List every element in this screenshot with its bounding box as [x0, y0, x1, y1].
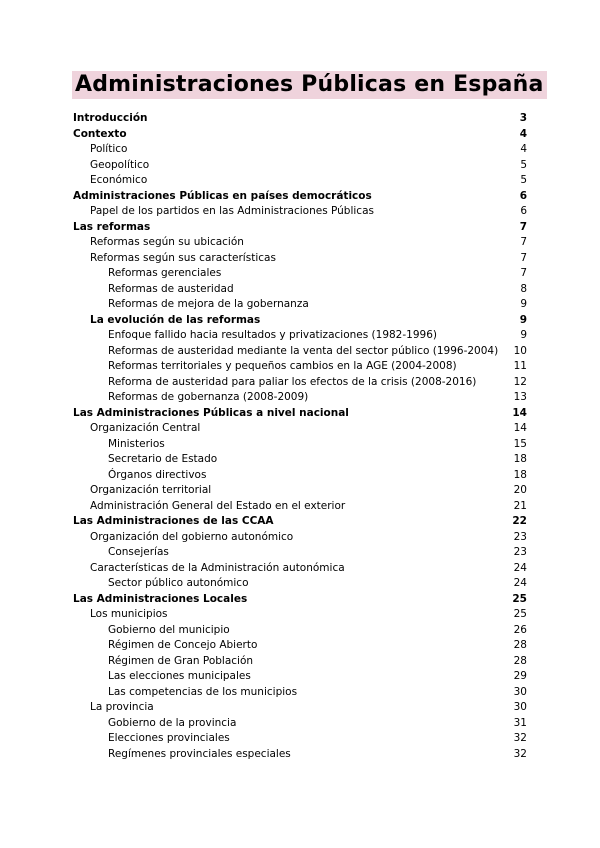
toc-entry[interactable]	[0, 622, 600, 638]
toc-entry-page: 10	[513, 344, 527, 357]
toc-entry-label: Órganos directivos	[108, 468, 207, 481]
toc-entry[interactable]	[0, 544, 600, 560]
toc-entry-page: 22	[512, 515, 527, 527]
toc-entry[interactable]	[0, 575, 600, 591]
toc-entry[interactable]	[0, 451, 600, 467]
toc-entry-page: 7	[520, 267, 527, 279]
toc-entry-page: 4	[520, 143, 527, 155]
toc-entry[interactable]	[0, 126, 600, 142]
toc-entry-label: Administración General del Estado en el exterior	[90, 499, 346, 512]
toc-entry-label: Gobierno del municipio	[108, 623, 230, 636]
toc-entry[interactable]	[0, 513, 600, 529]
toc-entry-page: 14	[513, 422, 527, 434]
toc-entry-label: Organización territorial	[90, 484, 212, 496]
toc-entry-page: 32	[513, 747, 527, 760]
toc-entry[interactable]	[0, 358, 600, 374]
toc-entry[interactable]	[0, 436, 600, 452]
toc-entry-page: 12	[513, 375, 527, 388]
toc-entry-label: Reformas de austeridad	[108, 282, 234, 295]
toc-entry[interactable]	[0, 529, 600, 545]
toc-entry-page: 21	[513, 499, 527, 512]
toc-entry-page: 28	[513, 654, 527, 667]
toc-entry[interactable]	[0, 498, 600, 514]
toc-entry-label: La provincia	[90, 701, 154, 713]
toc-entry-page: 28	[513, 639, 527, 651]
toc-entry-label: Regímenes provinciales especiales	[108, 747, 291, 760]
toc-entry-page: 18	[513, 468, 527, 481]
toc-entry-label: Ministerios	[108, 437, 165, 450]
toc-entry-label: Papel de los partidos en las Administraciones Públicas	[90, 205, 374, 217]
toc-entry-label: Administraciones Públicas en países democráticos	[73, 189, 372, 202]
toc-entry-label: Las Administraciones Locales	[73, 592, 248, 605]
toc-entry-page: 23	[513, 530, 527, 543]
toc-entry-label: Las competencias de los municipios	[108, 685, 298, 698]
toc-entry-page: 6	[520, 205, 527, 217]
toc-entry-label: Geopolítico	[90, 158, 150, 171]
toc-entry-page: 5	[520, 174, 527, 186]
toc-entry-label: Reformas de gobernanza (2008-2009)	[108, 391, 309, 403]
toc-entry[interactable]	[0, 188, 600, 204]
toc-entry-page: 20	[513, 484, 527, 496]
toc-entry-label: Reformas territoriales y pequeños cambios en la AGE (2004-2008)	[108, 360, 457, 372]
toc-entry[interactable]	[0, 343, 600, 359]
toc-entry-page: 32	[513, 732, 527, 744]
toc-entry[interactable]	[0, 219, 600, 235]
toc-entry[interactable]	[0, 715, 600, 731]
toc-entry-page: 29	[513, 670, 527, 682]
toc-entry[interactable]	[0, 746, 600, 762]
toc-entry[interactable]	[0, 296, 600, 312]
toc-entry-label: Régimen de Concejo Abierto	[108, 639, 258, 651]
toc-entry-label: Elecciones provinciales	[108, 732, 230, 744]
toc-entry-label: Régimen de Gran Población	[108, 654, 254, 667]
document-title: Administraciones Públicas en España	[72, 71, 547, 99]
toc-entry[interactable]	[0, 203, 600, 219]
toc-entry[interactable]	[0, 234, 600, 250]
toc-entry-page: 13	[513, 391, 527, 403]
toc-entry-page: 18	[513, 453, 527, 465]
toc-entry-label: Reforma de austeridad para paliar los efectos de la crisis (2008-2016)	[108, 375, 477, 388]
toc-entry[interactable]	[0, 606, 600, 622]
toc-entry[interactable]	[0, 250, 600, 266]
toc-entry[interactable]	[0, 467, 600, 483]
toc-entry-label: Organización del gobierno autonómico	[90, 530, 294, 543]
toc-entry[interactable]	[0, 482, 600, 498]
toc-entry-label: Reformas de mejora de la gobernanza	[108, 298, 309, 310]
toc-entry-page: 14	[512, 406, 527, 419]
toc-entry-page: 6	[519, 189, 527, 202]
toc-entry-label: Enfoque fallido hacia resultados y privatizaciones (1982-1996)	[108, 329, 437, 341]
toc-entry-label: Organización Central	[90, 422, 201, 434]
toc-entry[interactable]	[0, 653, 600, 669]
toc-entry-page: 15	[513, 437, 527, 450]
toc-entry[interactable]	[0, 637, 600, 653]
toc-entry-page: 9	[520, 298, 527, 310]
toc-entry-label: Introducción	[73, 112, 148, 124]
toc-entry-page: 26	[513, 623, 527, 636]
toc-entry-page: 30	[513, 701, 527, 713]
toc-entry-page: 7	[519, 220, 527, 233]
toc-entry-page: 30	[513, 685, 527, 698]
toc-entry-label: Político	[90, 143, 128, 155]
toc-entry[interactable]	[0, 172, 600, 188]
toc-entry-label: Las reformas	[73, 220, 151, 233]
toc-entry-page: 23	[513, 546, 527, 558]
toc-entry-label: Gobierno de la provincia	[108, 716, 237, 729]
toc-entry-page: 24	[513, 577, 527, 589]
toc-entry-label: Reformas de austeridad mediante la venta del sector público (1996-2004)	[108, 344, 499, 357]
toc-entry-page: 9	[519, 313, 527, 326]
toc-entry[interactable]	[0, 281, 600, 297]
toc-entry-page: 24	[513, 561, 527, 574]
toc-entry[interactable]	[0, 699, 600, 715]
toc-entry[interactable]	[0, 312, 600, 328]
toc-entry-page: 4	[519, 127, 527, 140]
toc-entry-page: 3	[519, 112, 527, 124]
toc-entry[interactable]	[0, 141, 600, 157]
toc-entry-page: 11	[513, 360, 527, 372]
toc-entry-page: 9	[520, 329, 527, 341]
toc-entry-label: Los municipios	[90, 608, 168, 620]
toc-entry[interactable]	[0, 327, 600, 343]
toc-entry-label: Reformas según su ubicación	[90, 236, 244, 248]
toc-entry-page: 7	[520, 251, 527, 264]
toc-entry[interactable]	[0, 157, 600, 173]
toc-entry-label: Reformas gerenciales	[108, 267, 222, 279]
toc-entry-label: Económico	[90, 174, 148, 186]
toc-entry-page: 25	[512, 592, 527, 605]
toc-entry-label: Sector público autonómico	[108, 577, 249, 589]
toc-entry[interactable]	[0, 265, 600, 281]
toc-entry[interactable]	[0, 730, 600, 746]
toc-entry[interactable]	[0, 560, 600, 576]
toc-entry-label: La evolución de las reformas	[90, 313, 261, 326]
toc-entry-page: 5	[520, 158, 527, 171]
toc-entry-label: Consejerías	[108, 546, 169, 558]
toc-entry-label: Características de la Administración autonómica	[90, 561, 345, 574]
toc-entry-label: Reformas según sus características	[90, 251, 276, 264]
toc-entry-label: Las elecciones municipales	[108, 670, 251, 682]
toc-entry-label: Las Administraciones Públicas a nivel nacional	[73, 406, 349, 419]
toc-entry-label: Las Administraciones de las CCAA	[73, 515, 274, 527]
toc-entry[interactable]	[0, 405, 600, 421]
toc-entry-label: Secretario de Estado	[108, 453, 218, 465]
toc-entry[interactable]	[0, 374, 600, 390]
toc-entry[interactable]	[0, 420, 600, 436]
toc-entry[interactable]	[0, 668, 600, 684]
toc-entry-label: Contexto	[73, 127, 127, 140]
toc-entry-page: 31	[513, 716, 527, 729]
toc-entry[interactable]	[0, 110, 600, 126]
toc-entry[interactable]	[0, 684, 600, 700]
toc-entry-page: 8	[520, 282, 527, 295]
toc-entry[interactable]	[0, 389, 600, 405]
toc-entry-page: 7	[520, 236, 527, 248]
toc-entry[interactable]	[0, 591, 600, 607]
toc-entry-page: 25	[513, 608, 527, 620]
